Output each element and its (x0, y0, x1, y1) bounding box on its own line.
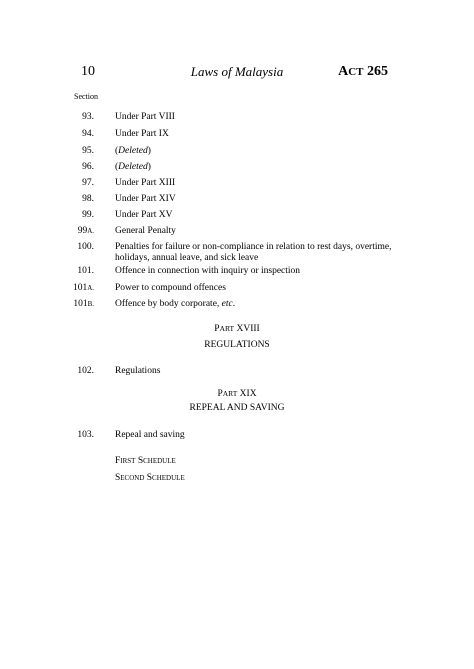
section-title: Under Part VIII (115, 112, 175, 122)
section-title: Offence in connection with inquiry or inspection (115, 266, 301, 276)
section-number: 93. (82, 112, 94, 122)
section-number: 99A. (77, 226, 94, 236)
section-title: Under Part XV (115, 210, 173, 220)
section-title: General Penalty (115, 226, 176, 236)
part-xviii-title: REGULATIONS (204, 340, 270, 350)
section-number: 96. (82, 162, 94, 172)
section-title: Penalties for failure or non-compliance in relation to rest days, overtime, holidays, annual leave, and sick leave (115, 242, 392, 263)
section-title: Repeal and saving (115, 430, 185, 440)
section-number: 99. (82, 210, 94, 220)
section-title: (Deleted) (115, 146, 151, 156)
section-number: 97. (82, 178, 94, 188)
part-xix-title: REPEAL AND SAVING (189, 403, 285, 413)
first-schedule: First Schedule (115, 456, 176, 466)
page-number: 10 (81, 64, 95, 79)
section-title: Offence by body corporate, etc. (115, 299, 236, 309)
section-number: 101B. (73, 299, 94, 309)
section-number: 101. (77, 266, 94, 276)
part-xix-heading: PART XIX (217, 389, 257, 399)
section-number: 101A. (72, 283, 94, 293)
running-title: Laws of Malaysia (190, 64, 284, 79)
section-label: Section (74, 92, 98, 101)
second-schedule: Second Schedule (115, 473, 185, 483)
page-header (0, 64, 474, 84)
section-title: Regulations (115, 366, 161, 376)
section-title: Power to compound offences (115, 283, 226, 293)
section-title: (Deleted) (115, 162, 151, 172)
section-number: 98. (82, 194, 94, 204)
section-title: Under Part XIII (115, 178, 176, 188)
section-number: 94. (82, 129, 94, 139)
section-number: 100. (77, 242, 94, 252)
part-xviii-heading: PART XVIII (214, 324, 260, 334)
act-number: ACT 265 (338, 64, 388, 79)
section-title: Under Part IX (115, 129, 169, 139)
section-number: 102. (77, 366, 94, 376)
section-title: Under Part XIV (115, 194, 176, 204)
section-number: 95. (82, 146, 94, 156)
section-number: 103. (77, 430, 94, 440)
